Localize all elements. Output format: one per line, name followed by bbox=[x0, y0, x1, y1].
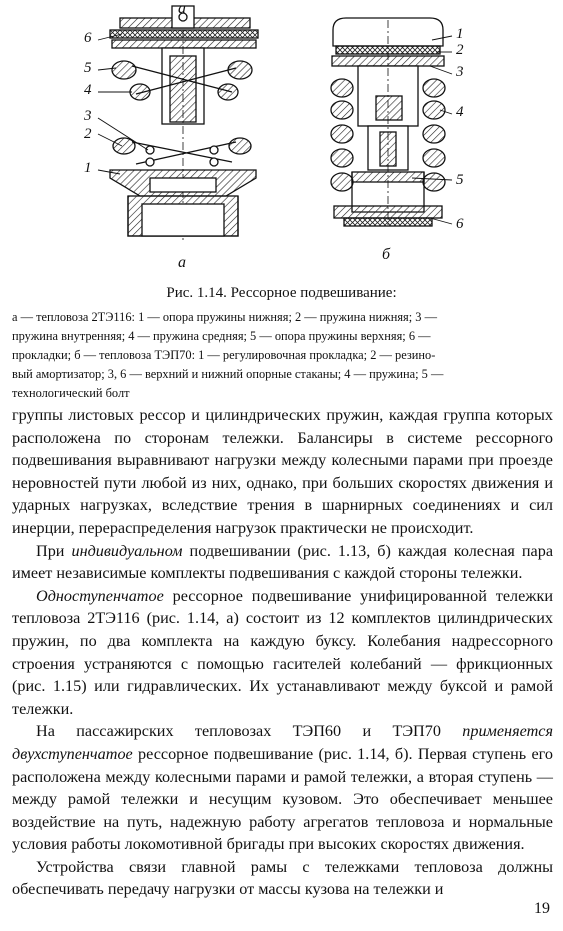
paragraph-2 bbox=[12, 540, 553, 585]
text-run: рессорное подвешивание унифицированной тележки тепловоза 2ТЭ116 (рис. 1.14, а) состоит из 12 комплектов цилиндрических пружин, по два комплекта на каждую буксу. Колебания надрессорного строения устраняются с помощью гасителей колебаний — фрикционных (рис. 1.15) или гидравлических. Их устанавливают между буксой и рамой тележки. bbox=[12, 586, 553, 718]
callout-a-2: 2 bbox=[84, 126, 92, 142]
text-run: При bbox=[36, 541, 72, 560]
emphasis-individual: индивидуальном bbox=[71, 541, 183, 560]
figure-1-14 bbox=[0, 0, 563, 272]
callout-b-3: 3 bbox=[456, 64, 464, 80]
callout-a-6: 6 bbox=[84, 30, 92, 46]
callout-b-1: 1 bbox=[456, 26, 464, 42]
emphasis-two-stage: применяется двухступенчатое bbox=[12, 722, 553, 763]
callout-b-4: 4 bbox=[456, 104, 464, 120]
drawing-a bbox=[110, 6, 258, 240]
callout-b-2: 2 bbox=[456, 42, 464, 58]
legend-line: а — тепловоза 2ТЭ116: 1 — опора пружины нижняя; 2 — пружина нижняя; 3 — bbox=[12, 310, 437, 324]
figure-legend bbox=[12, 308, 552, 403]
figure-caption-title: Рис. 1.14. Рессорное подвешивание: bbox=[166, 285, 397, 301]
callout-b-5: 5 bbox=[456, 172, 464, 188]
emphasis-single-stage: Одноступенчатое bbox=[36, 586, 164, 605]
page-number: 19 bbox=[534, 900, 550, 917]
callout-a-4: 4 bbox=[84, 82, 92, 98]
legend-line: технологический болт bbox=[12, 386, 130, 400]
body-text bbox=[12, 404, 553, 901]
callout-a-3: 3 bbox=[84, 108, 92, 124]
paragraph-1: группы листовых рессор и цилиндрических пружин, каждая группа которых расположена по сторонам тележки. Балансиры в системе рессорного подвешивания выравнивают нагрузки между колесными парами при проезде неровностей пути любой из них, однако, при больших скоростях движения и ударных нагрузках, вследствие трения в шарнирных соединениях и сил инерции, перераспределения нагрузок практически не происходит. bbox=[12, 406, 553, 537]
figure-b-label: б bbox=[382, 246, 391, 263]
drawing-b bbox=[331, 18, 445, 226]
figure-a-top-label: а bbox=[178, 0, 186, 17]
paragraph-4 bbox=[12, 720, 553, 856]
legend-line: вый амортизатор; 3, 6 — верхний и нижний опорные стаканы; 4 — пружина; 5 — bbox=[12, 367, 444, 381]
text-run: рессорное подвешивание (рис. 1.14, б). Первая ступень его расположена между колесными парами и рамой тележки, а вторая ступень — между рамой тележки и несущим кузовом. Это обеспечивает меньшее воздействие на путь, надежную работу агрегатов тепловоза и нормальные условия работы локомотивной бригады при высоких скоростях движения. bbox=[12, 744, 553, 854]
text-run: подвешивании (рис. 1.13, б) каждая колесная пара имеет независимые комплекты подвешивания с каждой стороны тележки. bbox=[12, 541, 554, 583]
callout-a-5: 5 bbox=[84, 60, 92, 76]
callout-b-6: 6 bbox=[456, 216, 464, 232]
paragraph-3 bbox=[12, 585, 553, 721]
text-run: На пассажирских тепловозах ТЭП60 и ТЭП70 bbox=[36, 722, 463, 741]
legend-line: прокладки; б — тепловоза ТЭП70: 1 — регулировочная прокладка; 2 — резино- bbox=[12, 348, 436, 362]
figure-a-label: а bbox=[178, 254, 186, 271]
paragraph-5: Устройства связи главной рамы с тележками тепловоза должны обеспечивать передачу нагрузки от массы кузова на тележки и bbox=[12, 857, 553, 899]
callout-a-1: 1 bbox=[84, 160, 92, 176]
legend-line: пружина внутренняя; 4 — пружина средняя; 5 — опора пружины верхняя; 6 — bbox=[12, 329, 431, 343]
